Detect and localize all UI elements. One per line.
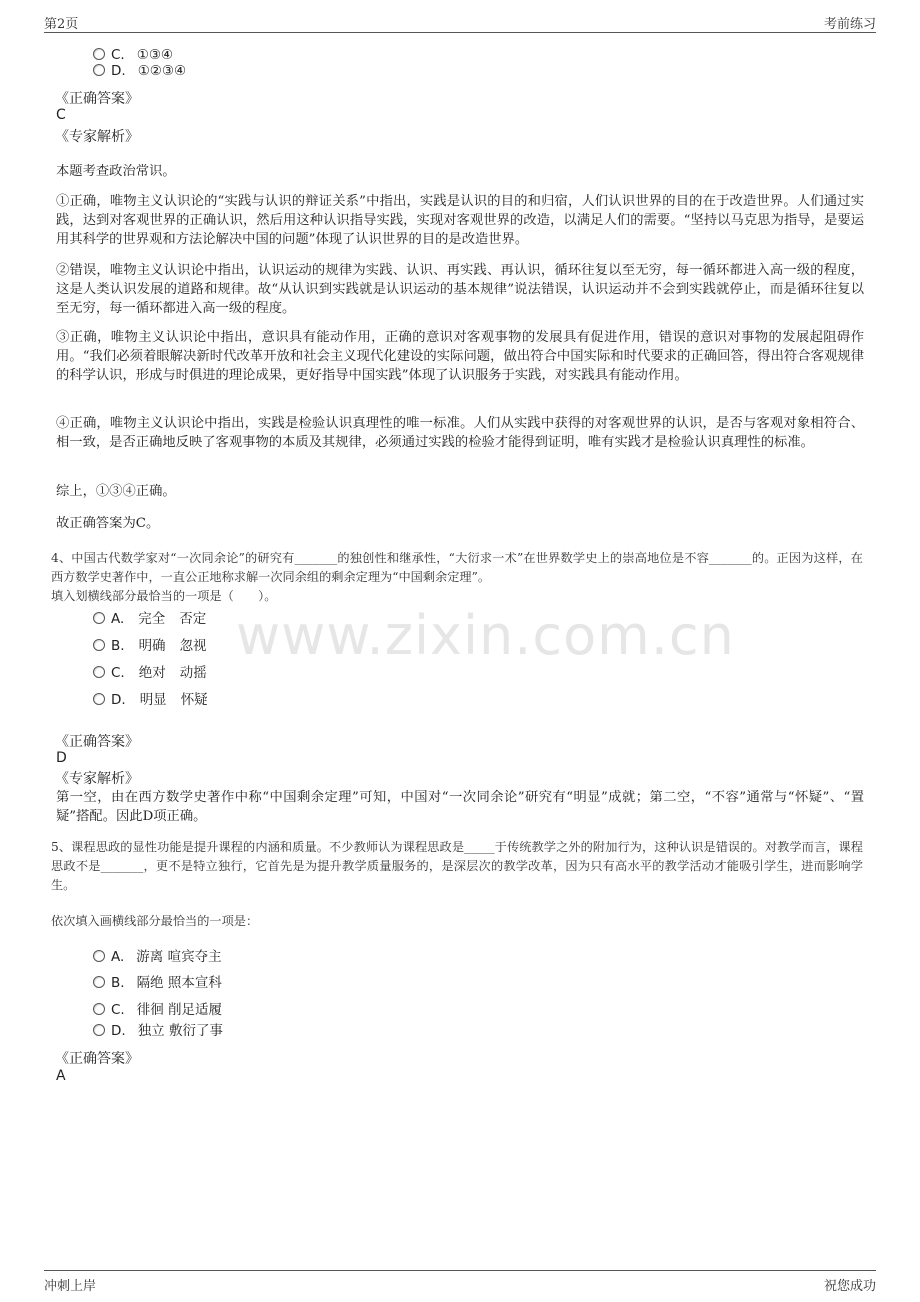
q4-option-a[interactable]: A. 完全 否定 <box>93 610 206 628</box>
q3-analysis-p1: ①正确，唯物主义认识论的“实践与认识的辩证关系”中指出，实践是认识的目的和归宿，人们认识世界的目的在于改造世界。人们通过实践，达到对客观世界的正确认识，然后用这种认识指导实践，实现对客观世界的改造，以满足人们的需要。“坚持以马克思为指导，是要运用其科学的世界观和方法论解决中国的问题”体现了认识世界的目的是改造世界。 <box>56 194 864 247</box>
footer-right: 祝您成功 <box>823 1279 876 1294</box>
q4-analysis-heading: 《专家解析》 <box>55 771 139 787</box>
q3-analysis-p3: ③正确，唯物主义认识论中指出，意识具有能动作用，正确的意识对客观事物的发展具有促进作用，错误的意识对事物的发展起阻碍作用。“我们必须着眼解决新时代改革开放和社会主义现代化建设的实际问题，做出符合中国实际和时代要求的正确回答，得出符合客观规律的科学认识，形成与时俱进的理论成果，更好指导中国实践”体现了认识服务于实践，对实践具有能动作用。 <box>56 330 864 383</box>
page-footer <box>44 1270 876 1295</box>
q5-prompt: 依次填入画横线部分最恰当的一项是： <box>51 914 259 928</box>
radio-icon[interactable] <box>93 1003 105 1015</box>
watermark: www.zixin.com.cn <box>236 604 735 667</box>
q5-option-c[interactable]: C. 徘徊 削足适履 <box>93 1001 222 1019</box>
page-number: 第2页 <box>44 17 79 32</box>
q3-analysis-heading: 《专家解析》 <box>55 129 139 145</box>
q3-analysis-p0: 本题考查政治常识。 <box>56 164 176 179</box>
q4-analysis: 第一空，由在西方数学史著作中称“中国剩余定理”可知，中国对“一次同余论”研究有“明显”成就；第二空，“不容”通常与“怀疑”、“置疑”搭配。因此D项正确。 <box>56 790 864 824</box>
q4-answer-heading: 《正确答案》 <box>55 734 139 750</box>
radio-icon[interactable] <box>93 693 105 705</box>
q5-answer-heading: 《正确答案》 <box>55 1051 139 1067</box>
q5-option-a[interactable]: A. 游离 喧宾夺主 <box>93 948 222 966</box>
radio-icon[interactable] <box>93 64 105 76</box>
q4-answer: D <box>56 750 67 766</box>
q4-stem: 4、中国古代数学家对“一次同余论”的研究有_______的独创性和继承性，“大衍求一术”在世界数学史上的崇高地位是不容_______的。正因为这样，在西方数学史著作中，一直公正地称求解一次同余组的剩余定理为“中国剩余定理”。 <box>51 551 863 584</box>
footer-left: 冲刺上岸 <box>44 1279 97 1294</box>
header-title: 考前练习 <box>823 17 876 32</box>
q5-option-b[interactable]: B. 隔绝 照本宣科 <box>93 974 222 992</box>
q3-answer: C <box>56 107 66 123</box>
radio-icon[interactable] <box>93 612 105 624</box>
q3-answer-heading: 《正确答案》 <box>55 91 139 107</box>
q5-answer: A <box>56 1068 66 1084</box>
q3-analysis-p6: 故正确答案为C。 <box>56 516 160 531</box>
radio-icon[interactable] <box>93 1024 105 1036</box>
q4-option-c[interactable]: C. 绝对 动摇 <box>93 664 207 682</box>
radio-icon[interactable] <box>93 666 105 678</box>
radio-icon[interactable] <box>93 48 105 60</box>
q5-stem: 5、课程思政的显性功能是提升课程的内涵和质量。不少教师认为课程思政是_____于传统教学之外的附加行为，这种认识是错误的。对教学而言，课程思政不是_______，更不是特立独行，它首先是为提升教学质量服务的，是深层次的教学改革，因为只有高水平的教学活动才能吸引学生，进而影响学生。 <box>51 840 863 892</box>
radio-icon[interactable] <box>93 639 105 651</box>
radio-icon[interactable] <box>93 950 105 962</box>
q3-option-c[interactable]: C. ①③④ <box>93 46 173 64</box>
q4-option-b[interactable]: B. 明确 忽视 <box>93 637 207 655</box>
q5-option-d[interactable]: D. 独立 敷衍了事 <box>93 1022 223 1040</box>
q3-analysis-p2: ②错误，唯物主义认识论中指出，认识运动的规律为实践、认识、再实践、再认识，循环往复以至无穷，每一循环都进入高一级的程度，这是人类认识发展的道路和规律。故“从认识到实践就是认识运动的基本规律”说法错误，认识运动并不会到实践就停止，而是循环往复以至无穷，每一循环都进入高一级的程度。 <box>56 263 864 316</box>
radio-icon[interactable] <box>93 976 105 988</box>
page-header <box>44 10 876 33</box>
q3-option-d[interactable]: D. ①②③④ <box>93 62 186 80</box>
q4-option-d[interactable]: D. 明显 怀疑 <box>93 691 208 709</box>
q3-analysis-p5: 综上，①③④正确。 <box>56 484 176 499</box>
q4-prompt: 填入划横线部分最恰当的一项是（ ）。 <box>51 589 277 603</box>
q3-analysis-p4: ④正确，唯物主义认识论中指出，实践是检验认识真理性的唯一标准。人们从实践中获得的对客观世界的认识，是否与客观对象相符合、相一致，是否正确地反映了客观事物的本质及其规律，必须通过实践的检验才能得到证明，唯有实践才是检验认识真理性的标准。 <box>56 416 864 450</box>
